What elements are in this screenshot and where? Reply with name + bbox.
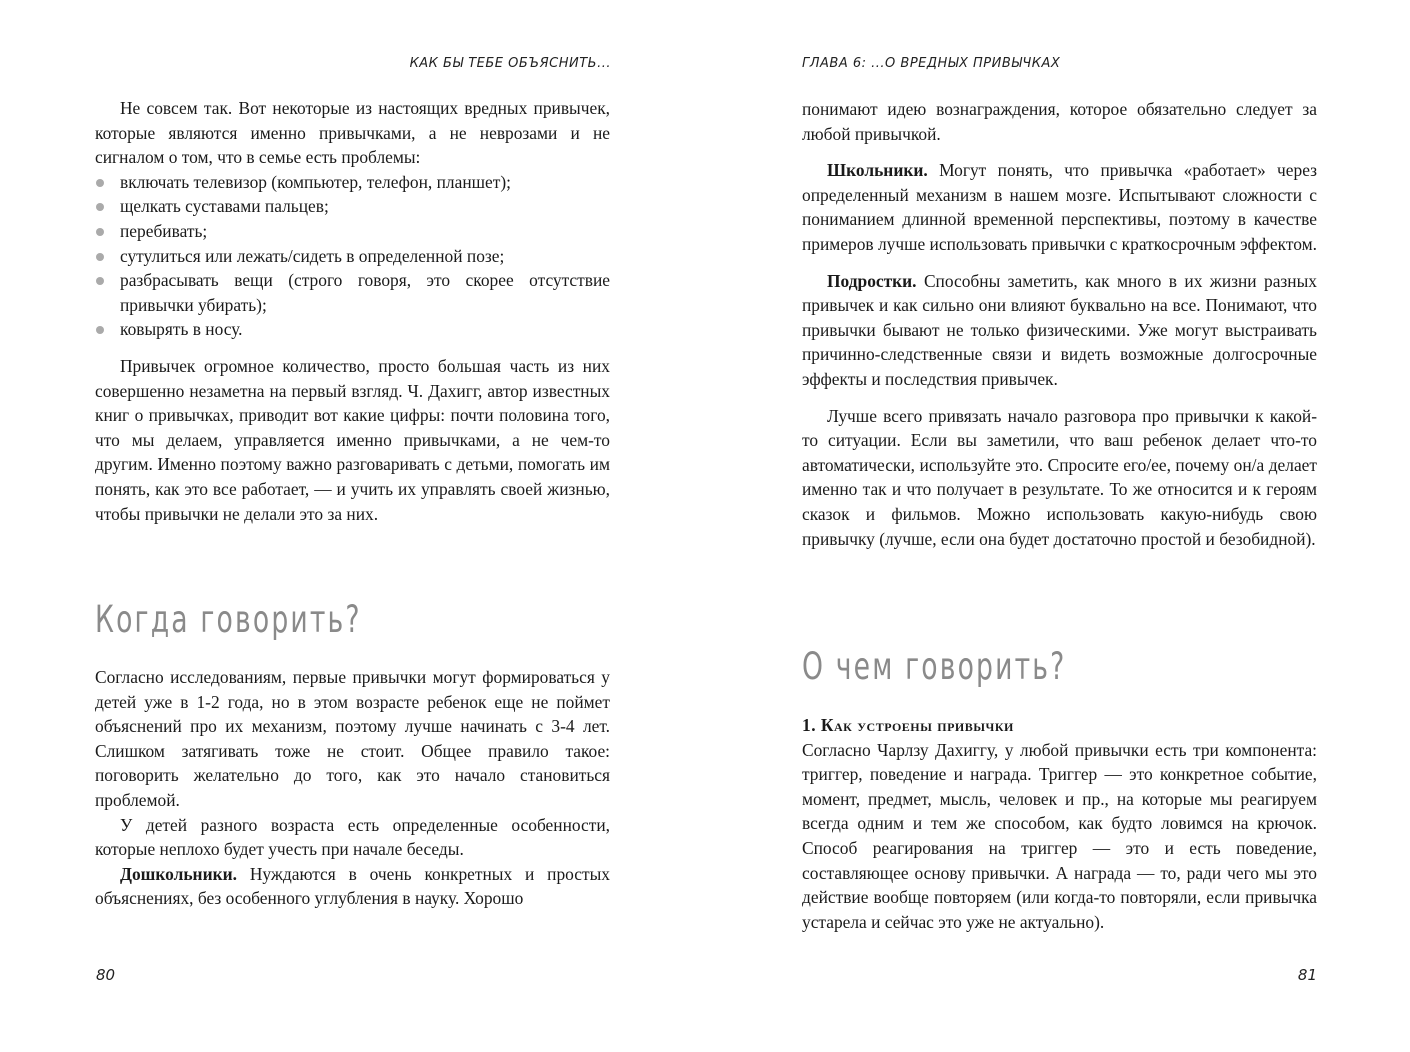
- bullet-icon: [96, 179, 104, 187]
- bullet-icon: [96, 277, 104, 285]
- continued-paragraph: понимают идею вознаграждения, которое обязательно следует за любой привычкой.: [802, 99, 1317, 144]
- section-heading: Когда говорить?: [95, 598, 362, 641]
- schoolchildren-label: Школьники.: [827, 160, 928, 181]
- text-block-top: [802, 97, 1317, 551]
- text-block-bottom: [95, 665, 610, 911]
- bullet-icon: [96, 228, 104, 236]
- section-heading: О чем говорить?: [802, 645, 1067, 688]
- bullet-icon: [96, 326, 104, 334]
- list-item: сутулиться или лежать/сидеть в определенной позе;: [95, 244, 610, 269]
- preschool-label: Дошкольники.: [120, 863, 237, 884]
- age-paragraph: У детей разного возраста есть определенные особенности, которые неплохо будет учесть при начале беседы.: [95, 814, 610, 860]
- list-item: перебивать;: [95, 219, 610, 244]
- research-paragraph: Согласно исследованиям, первые привычки могут формироваться у детей уже в 1-2 года, но в этом возрасте ребенок еще не поймет объяснений про их механизм, поэтому лучше начинать с 3-4 лет. Слишком затягивать тоже не стоит. Общее правило такое: поговорить желательно до того, как это начало становиться проблемой.: [95, 667, 610, 810]
- habits-list: [95, 170, 610, 342]
- teens-paragraph: Подростки. Способны заметить, как много в их жизни разных привычек и как сильно они влияют буквально на все. Понимают, что привычки бывают не только физическими. Уже могут выстраивать причинно-следственные связи и видеть возможные долгосрочные эффекты и последствия привычек.: [802, 270, 1317, 389]
- list-item: включать телевизор (компьютер, телефон, планшет);: [95, 170, 610, 195]
- text-block-bottom: [802, 713, 1317, 934]
- components-paragraph: Согласно Чарлзу Дахиггу, у любой привычки есть три компонента: триггер, поведение и награда. Триггер — это конкретное событие, момент, предмет, мысль, человек и пр., на которые мы реагируем всегда одним и тем же способом, как будто ловимся на крючок. Способ реагирования на триггер — это и есть поведение, составляющее основу привычки. А награда — то, ради чего мы это действие вообще повторяем (или когда-то повторяли, если привычка устарела и сейчас это уже не актуально).: [802, 739, 1317, 932]
- best-paragraph: Лучше всего привязать начало разговора про привычки к какой-то ситуации. Если вы заметили, что ваш ребенок делает что-то автоматически, используйте это. Спросите его/ее, почему он/а делает именно так и что получает в результате. То же относится и к героям сказок и фильмов. Можно использовать какую-нибудь свою привычку (лучше, если она будет достаточно простой и безобидной).: [802, 405, 1317, 549]
- list-item: разбрасывать вещи (строго говоря, это скорее отсутствие привычки убирать);: [95, 268, 610, 317]
- page-number: 80: [96, 966, 116, 984]
- running-head: КАК БЫ ТЕБЕ ОБЪЯСНИТЬ...: [409, 56, 611, 71]
- list-item: щелкать суставами пальцев;: [95, 194, 610, 219]
- intro-paragraph: Не совсем так. Вот некоторые из настоящих вредных привычек, которые являются именно привычками, а не неврозами и не сигналом о том, что в семье есть проблемы:: [95, 98, 610, 168]
- right-page: [705, 0, 1410, 1052]
- bullet-icon: [96, 253, 104, 261]
- page-number: 81: [1297, 966, 1317, 984]
- bullet-icon: [96, 203, 104, 211]
- section-when: [95, 598, 610, 641]
- subheading: 1. Как устроены привычки: [802, 715, 1014, 735]
- preschool-paragraph: Дошкольники. Нуждаются в очень конкретных и простых объяснениях, без особенного углубления в науку. Хорошо: [95, 863, 610, 909]
- schoolchildren-paragraph: Школьники. Могут понять, что привычка «работает» через определенный механизм в нашем мозге. Испытывают сложности с пониманием длинной временной перспективы, поэтому в качестве примеров лучше использовать привычки с краткосрочным эффектом.: [802, 160, 1317, 254]
- teens-label: Подростки.: [827, 270, 917, 291]
- habits-paragraph: Привычек огромное количество, просто большая часть из них совершенно незаметна на первый взгляд. Ч. Дахигг, автор известных книг о привычках, приводит вот какие цифры: почти половина того, что мы делаем, управляется именно привычками, а не чем-то другим. Именно поэтому важно разговаривать с детьми, помогать им понять, как это все работает, — и учить их управлять своей жизнью, чтобы привычки не делали это за них.: [95, 355, 610, 524]
- list-item: ковырять в носу.: [95, 317, 610, 342]
- running-head: ГЛАВА 6: ...О ВРЕДНЫХ ПРИВЫЧКАХ: [802, 56, 1061, 71]
- text-block-top: [95, 96, 610, 526]
- section-what: [802, 645, 1317, 688]
